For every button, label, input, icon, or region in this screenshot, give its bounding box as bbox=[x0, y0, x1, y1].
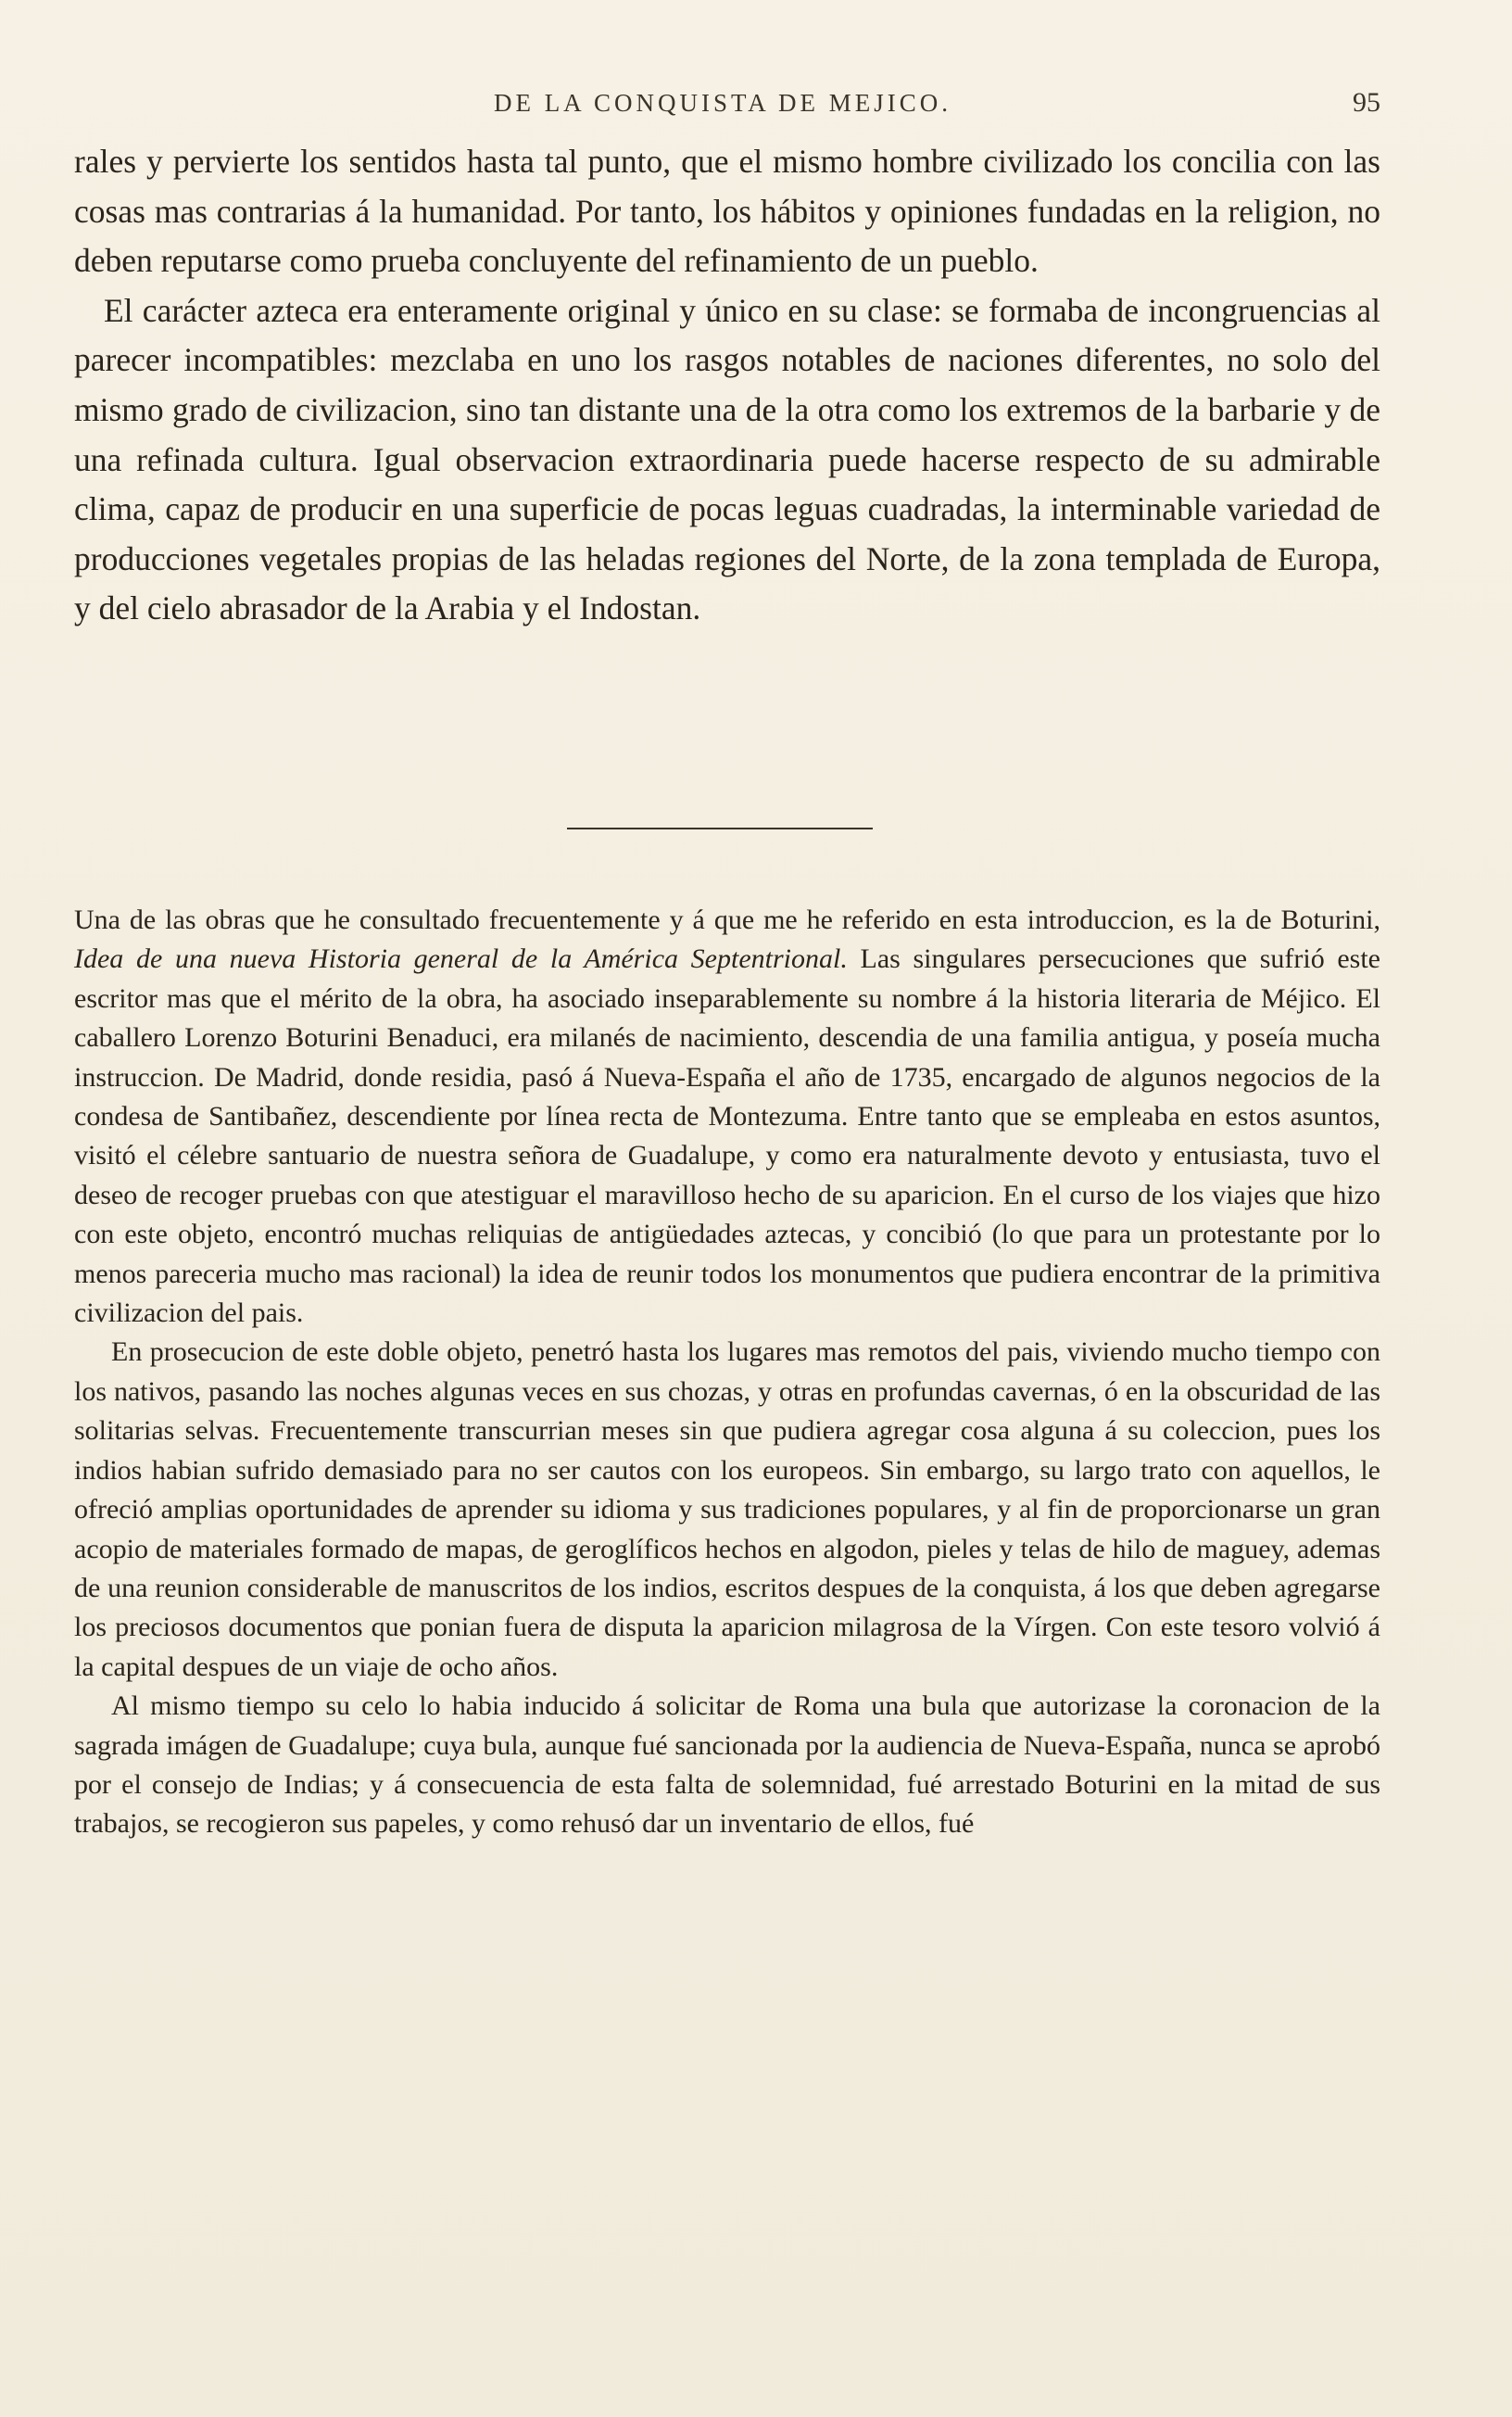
running-head bbox=[74, 87, 1380, 122]
note-paragraph-2: En prosecucion de este doble objeto, penetró hasta los lugares mas remotos del pais, viviendo mucho tiempo con los nativos, pasando las noches algunas veces en sus chozas, y otras en profundas cavernas, ó en la obscuridad de las solitarias selvas. Frecuentemente transcurrian meses sin que pudiera agregar cosa alguna á su coleccion, pues los indios habian sufrido demasiado para no ser cautos con los europeos. Sin embargo, su largo trato con aquellos, le ofreció amplias oportunidades de aprender su idioma y sus tradiciones populares, y al fin de proporcionarse un gran acopio de materiales formado de mapas, de geroglíficos hechos en algodon, pieles y telas de hilo de maguey, ademas de una reunion considerable de manuscritos de los indios, escritos despues de la conquista, á los que deben agregarse los preciosos documentos que ponian fuera de disputa la aparicion milagrosa de la Vírgen. Con este tesoro volvió á la capital despues de un viaje de ocho años. bbox=[74, 1336, 1380, 1682]
body-paragraph-1: rales y pervierte los sentidos hasta tal punto, que el mismo hombre civilizado los concilia con las cosas mas contrarias á la humanidad. Por tanto, los hábitos y opiniones fundadas en la religion, no deben reputarse como prueba concluyente del refinamiento de un pueblo. bbox=[74, 143, 1380, 280]
body-paragraph-2: El carácter azteca era enteramente original y único en su clase: se formaba de incongruencias al parecer incompatibles: mezclaba en uno los rasgos notables de naciones diferentes, no solo del mismo grado de civilizacion, sino tan distante una de la otra como los extremos de la barbarie y de una refinada cultura. Igual observacion extraordinaria puede hacerse respecto de su admirable clima, capaz de producir en una superficie de pocas leguas cuadradas, la interminable variedad de producciones vegetales propias de las heladas regiones del Norte, de la zona templada de Europa, y del cielo abrasador de la Arabia y el Indostan. bbox=[74, 291, 1380, 627]
note-paragraph-1 bbox=[74, 901, 1380, 1333]
main-text bbox=[74, 137, 1380, 634]
note-paragraph-3: Al mismo tiempo su celo lo habia inducido á solicitar de Roma una bula que autorizase la coronacion de la sagrada imágen de Guadalupe; cuya bula, aunque fué sancionada por la audiencia de Nueva-España, nunca se aprobó por el consejo de Indias; y á consecuencia de esta falta de solemnidad, fué arrestado Boturini en la mitad de sus trabajos, se recogieron sus papeles, y como rehusó dar un inventario de ellos, fué bbox=[74, 1690, 1380, 1840]
cited-work-title: Idea de una nueva Historia general de la América Septentrional. bbox=[74, 943, 848, 975]
running-title: DE LA CONQUISTA DE MEJICO. bbox=[493, 89, 952, 117]
notes-section bbox=[74, 901, 1380, 1844]
section-divider bbox=[567, 828, 873, 829]
page-number: 95 bbox=[1353, 87, 1380, 118]
note-paragraph-1-start: Una de las obras que he consultado frecuentemente y á que me he referido en esta introduccion, es la de Boturini, bbox=[74, 905, 1380, 935]
note-paragraph-1-rest: Las singulares persecuciones que sufrió este escritor mas que el mérito de la obra, ha asociado inseparablemente su nombre á la historia literaria de Méjico. El caballero Lorenzo Boturini Benaduci, era milanés de nacimiento, descendia de una familia antigua, y poseía mucha instruccion. De Madrid, donde residia, pasó á Nueva-España el año de 1735, encargado de algunos negocios de la condesa de Santibañez, descendiente por línea recta de Montezuma. Entre tanto que se empleaba en estos asuntos, visitó el célebre santuario de nuestra señora de Guadalupe, y como era naturalmente devoto y entusiasta, tuvo el deseo de recoger pruebas con que atestiguar el maravilloso hecho de su aparicion. En el curso de los viajes que hizo con este objeto, encontró muchas reliquias de antigüedades aztecas, y concibió (lo que para un protestante por lo menos pareceria mucho mas racional) la idea de reunir todos los monumentos que pudiera encontrar de la primitiva civilizacion del pais. bbox=[74, 943, 1381, 1329]
